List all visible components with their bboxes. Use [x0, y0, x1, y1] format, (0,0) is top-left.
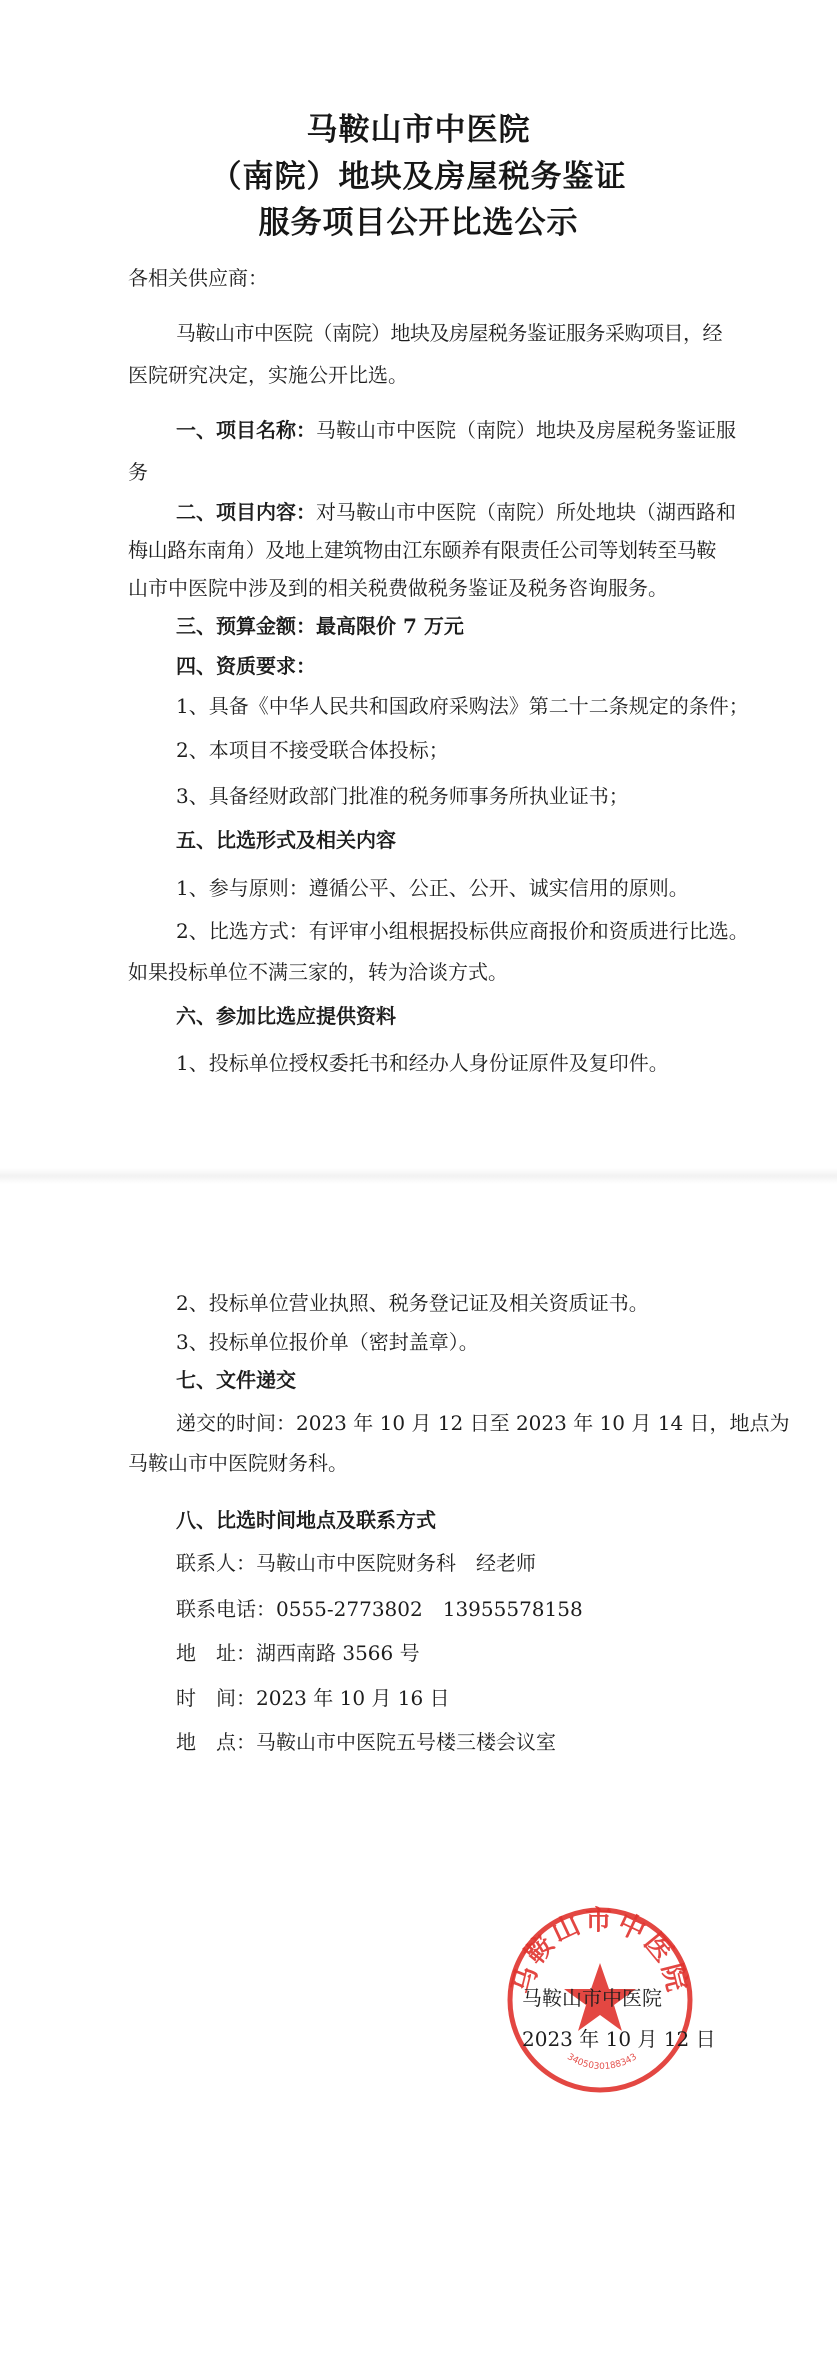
meeting-place: 地 点：马鞍山市中医院五号楼三楼会议室: [176, 1730, 556, 1754]
title-line-2: （南院）地块及房屋税务鉴证: [210, 159, 627, 195]
section-2-line-2: 梅山路东南角）及地上建筑物由江东颐养有限责任公司等划转至马鞍: [128, 538, 716, 562]
section-4-item-3: 3、具备经财政部门批准的税务师事务所执业证书；: [176, 784, 629, 808]
salutation: 各相关供应商：: [128, 266, 268, 290]
section-1-line-2: 务: [128, 460, 148, 484]
section-4-item-1: 1、具备《中华人民共和国政府采购法》第二十二条规定的条件；: [176, 694, 749, 718]
seal-text: 马鞍山市中医院: [507, 1905, 693, 1998]
section-2-line-3: 山市中医院中涉及到的相关税费做税务鉴证及税务咨询服务。: [128, 576, 668, 600]
meeting-time: 时 间：2023 年 10 月 16 日: [176, 1686, 450, 1710]
section-5-item-1: 1、参与原则：遵循公平、公正、公开、诚实信用的原则。: [176, 876, 689, 900]
section-4-item-2: 2、本项目不接受联合体投标；: [176, 738, 449, 762]
section-6-heading: 六、参加比选应提供资料: [176, 1004, 396, 1028]
page-break: [0, 1168, 837, 1184]
section-8-heading: 八、比选时间地点及联系方式: [176, 1508, 436, 1532]
section-6-item-3: 3、投标单位报价单（密封盖章）。: [176, 1330, 479, 1354]
section-7-line-2: 马鞍山市中医院财务科。: [128, 1451, 348, 1475]
intro-line-1: 马鞍山市中医院（南院）地块及房屋税务鉴证服务采购项目，经: [176, 321, 722, 345]
section-5-item-2-cont: 如果投标单位不满三家的，转为洽谈方式。: [128, 960, 508, 984]
address: 地 址：湖西南路 3566 号: [176, 1641, 420, 1665]
section-2-label: 二、项目内容：: [176, 500, 316, 524]
section-2-text: 对马鞍山市中医院（南院）所处地块（湖西路和: [316, 500, 736, 524]
section-5-item-2: 2、比选方式：有评审小组根据投标供应商报价和资质进行比选。: [176, 919, 749, 943]
section-6-item-1: 1、投标单位授权委托书和经办人身份证原件及复印件。: [176, 1051, 669, 1075]
intro-line-2: 医院研究决定，实施公开比选。: [128, 363, 408, 387]
section-4-heading: 四、资质要求：: [176, 654, 316, 678]
section-3-budget: 三、预算金额：最高限价 7 万元: [176, 614, 464, 638]
section-7-heading: 七、文件递交: [176, 1368, 296, 1392]
contact-person: 联系人：马鞍山市中医院财务科 经老师: [176, 1551, 536, 1575]
section-5-heading: 五、比选形式及相关内容: [176, 828, 396, 852]
title-line-3: 服务项目公开比选公示: [258, 205, 579, 241]
seal-number: 3405030188343: [565, 2052, 639, 2073]
contact-phone: 联系电话：0555-2773802 13955578158: [176, 1597, 583, 1621]
signature-org: 马鞍山市中医院: [522, 1986, 662, 2010]
section-1-line-1: [176, 417, 736, 443]
section-2-line-1: [176, 499, 736, 525]
section-7-line-1: 递交的时间：2023 年 10 月 12 日至 2023 年 10 月 14 日，地点为: [176, 1411, 790, 1435]
svg-text:3405030188343: [565, 2052, 639, 2072]
signature-date: 2023 年 10 月 12 日: [522, 2027, 716, 2051]
section-1-text: 马鞍山市中医院（南院）地块及房屋税务鉴证服: [316, 418, 736, 442]
section-1-label: 一、项目名称：: [176, 418, 316, 442]
title-line-1: 马鞍山市中医院: [306, 112, 531, 148]
section-6-item-2: 2、投标单位营业执照、税务登记证及相关资质证书。: [176, 1291, 649, 1315]
